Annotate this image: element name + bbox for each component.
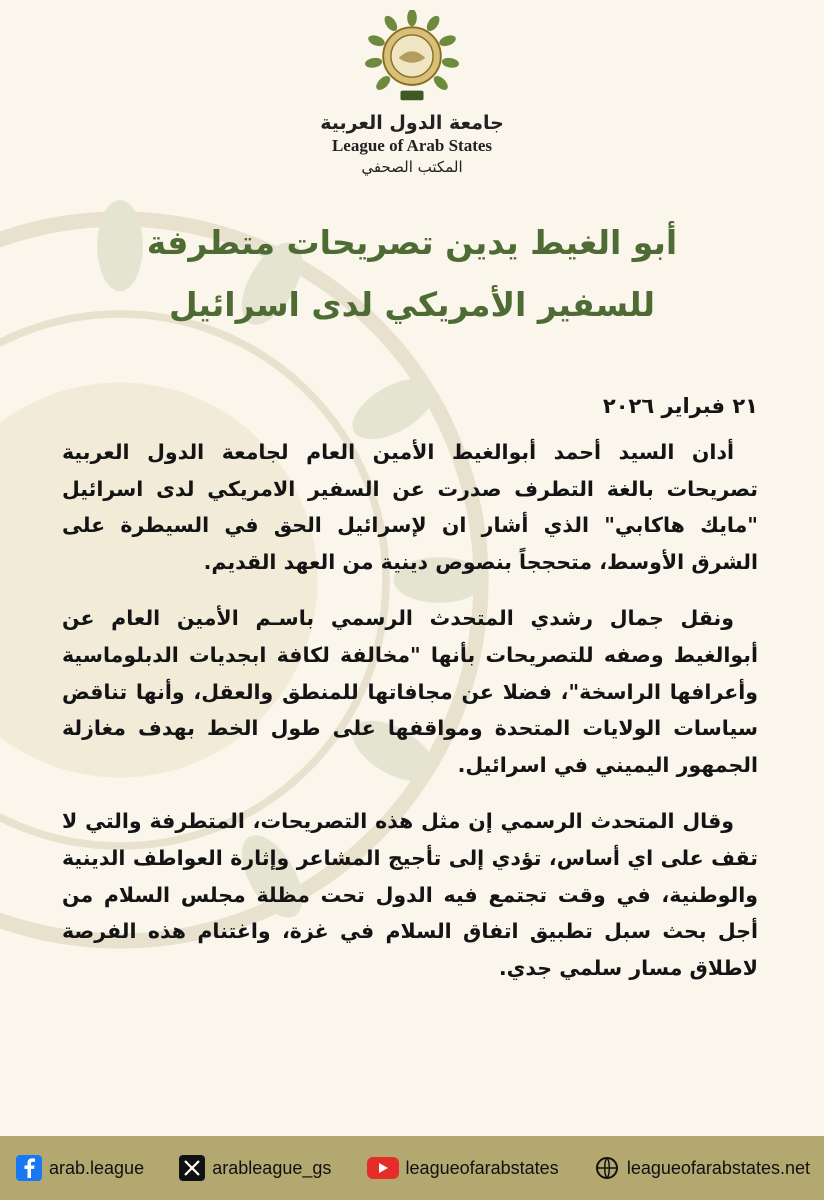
- headline-line-2: للسفير الأمريكي لدى اسرائيل: [168, 285, 656, 324]
- social-footer: [0, 1136, 824, 1200]
- headline: [60, 212, 764, 336]
- press-office-label: المكتب الصحفي: [361, 158, 463, 176]
- x-icon: [179, 1155, 205, 1181]
- globe-icon: [594, 1155, 620, 1181]
- org-name-arabic: جامعة الدول العربية: [320, 112, 504, 134]
- paragraph-3: وقال المتحدث الرسمي إن مثل هذه التصريحات، المتطرفة والتي لا تقف على اي أساس، تؤدي إلى تأجيج المشاعر وإثارة العواطف الدينية والوطنية، في وقت تجتمع فيه الدول تحت مظلة مجلس السلام من أجل بحث سبل تطبيق اتفاق السلام في غزة، واغتنام هذه الفرصة لاطلاق مسار سلمي جدي.: [62, 809, 758, 980]
- youtube-handle: leagueofarabstates: [405, 1157, 559, 1178]
- website-link[interactable]: [594, 1155, 810, 1181]
- headline-line-1: أبو الغيط يدين تصريحات متطرفة: [146, 223, 678, 262]
- letterhead: [0, 10, 824, 176]
- youtube-icon: [367, 1157, 399, 1179]
- statement-body: [62, 386, 758, 1006]
- facebook-handle: arab.league: [49, 1157, 145, 1178]
- youtube-link[interactable]: [367, 1157, 559, 1179]
- website-url: leagueofarabstates.net: [626, 1157, 810, 1178]
- org-name-english: League of Arab States: [331, 136, 493, 155]
- paragraph-2: ونقل جمال رشدي المتحدث الرسمي باسـم الأمين العام عن أبوالغيط وصفه للتصريحات بأنها "مخالفة لكافة ابجديات الدبلوماسية وأعرافها الراسخة"، فضلا عن مجافاتها للمنطق والعقل، وأنها تناقض سياسات الولايات المتحدة ومواقفها على طول الخط بهدف مغازلة الجمهور اليميني في اسرائيل.: [62, 606, 758, 777]
- paragraph-1: أدان السيد أحمد أبوالغيط الأمين العام لجامعة الدول العربية تصريحات بالغة التطرف صدرت عن السفير الامريكي لدى اسرائيل "مايك هاكابي" الذي أشار ان لإسرائيل الحق في السيطرة على الشرق الأوسط، متحججاً بنصوص دينية من العهد القديم.: [62, 440, 758, 574]
- x-link[interactable]: [179, 1155, 331, 1181]
- x-handle: arableague_gs: [212, 1157, 332, 1178]
- facebook-link[interactable]: [16, 1155, 144, 1181]
- statement-date: ٢١ فبراير ٢٠٢٦: [602, 394, 758, 418]
- arab-league-emblem-icon: [364, 10, 460, 106]
- facebook-icon: [16, 1155, 42, 1181]
